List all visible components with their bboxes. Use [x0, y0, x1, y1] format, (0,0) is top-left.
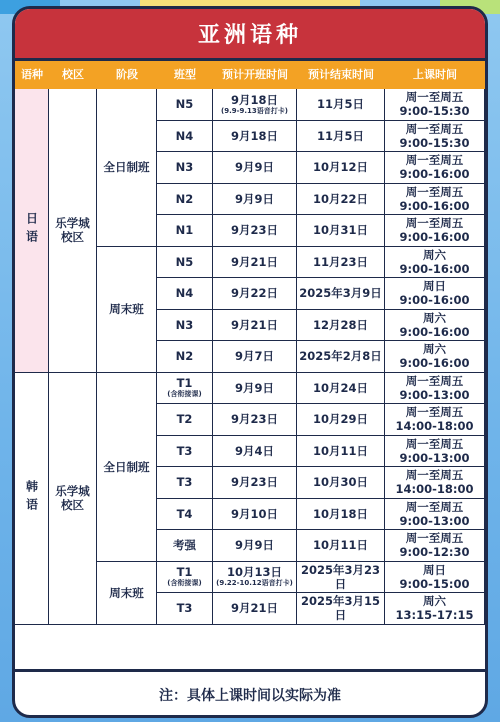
header-start-date: 预计开班时间: [222, 68, 288, 81]
ko-start-date-note: (9.22-10.12语音打卡): [216, 579, 293, 588]
ja-class-time-text: 9:00-15:30: [399, 104, 470, 119]
ja-class-time: [385, 152, 485, 184]
ja-start-date-text: 9月18日: [230, 92, 278, 107]
ko-language-cell: [15, 373, 49, 625]
ko-class-type-note: (含衔接课): [167, 390, 202, 399]
ja-stage-fulltime: [97, 89, 157, 247]
ko-start-date-text: 9月21日: [230, 601, 278, 616]
ko-class-time-text: 9:00-12:30: [399, 545, 470, 560]
ja-end-date-text: 10月12日: [312, 160, 368, 175]
ja-end-date: [297, 278, 385, 310]
ko-class-type-text: T4: [176, 506, 193, 521]
ja-end-date: [297, 341, 385, 373]
ko-class-type: [157, 436, 213, 468]
header-language: 语种: [21, 68, 43, 81]
ja-start-date: [213, 310, 297, 342]
ko-end-date-text: 10月29日: [312, 412, 368, 427]
page-title: 亚洲语种: [197, 23, 302, 48]
ko-class-type: [157, 373, 213, 405]
ko-class-time: [385, 499, 485, 531]
ja-class-type-text: N3: [175, 160, 194, 175]
ko-end-date-text: 2025年3月23日: [300, 562, 380, 591]
ko-end-date: [297, 404, 385, 436]
ja-start-date-text: 9月9日: [234, 160, 274, 175]
ja-end-date: [297, 247, 385, 279]
ja-class-time: [385, 121, 485, 153]
ko-start-date: [213, 593, 297, 625]
ko-class-type-text: T3: [176, 475, 193, 490]
ko-class-type-text: T2: [176, 412, 193, 427]
ko-class-type: [157, 530, 213, 562]
ko-start-date-text: 9月10日: [230, 506, 278, 521]
ko-class-time-text: 14:00-18:00: [395, 419, 474, 434]
ja-end-date-text: 11月5日: [316, 97, 364, 112]
ko-class-time-text: 周一至周五: [405, 499, 464, 514]
ko-start-date-text: 10月13日: [226, 565, 282, 580]
ko-class-time: [385, 562, 485, 594]
header-class-time: 上课时间: [413, 68, 457, 81]
ja-class-time-text: 9:00-16:00: [399, 167, 470, 182]
ja-end-date-text: 10月22日: [312, 191, 368, 206]
ja-class-time-text: 9:00-16:00: [399, 356, 470, 371]
ja-campus-cell: [49, 89, 97, 373]
ko-end-date: [297, 562, 385, 594]
ko-class-type: [157, 404, 213, 436]
ja-end-date-text: 2025年2月8日: [299, 349, 382, 364]
ja-class-type: [157, 341, 213, 373]
schedule-card: [12, 6, 488, 718]
ko-end-date: [297, 499, 385, 531]
ko-class-time-text: 13:15-17:15: [395, 608, 474, 623]
ko-class-time: [385, 530, 485, 562]
ja-start-date: [213, 152, 297, 184]
ko-start-date-text: 9月23日: [230, 475, 278, 490]
ja-class-type-text: N2: [175, 349, 194, 364]
ja-end-date: [297, 152, 385, 184]
ko-class-time-text: 14:00-18:00: [395, 482, 474, 497]
ko-start-date: [213, 562, 297, 594]
ja-class-time: [385, 341, 485, 373]
ja-class-type: [157, 310, 213, 342]
ja-class-time: [385, 215, 485, 247]
ja-stage-weekend: [97, 247, 157, 373]
ja-class-time: [385, 310, 485, 342]
ja-stage-weekend-text: 周末班: [109, 302, 144, 316]
ja-start-date-text: 9月7日: [234, 349, 274, 364]
ko-end-date-text: 10月11日: [312, 443, 368, 458]
ko-class-time: [385, 404, 485, 436]
ja-class-time-text: 9:00-16:00: [399, 324, 470, 339]
ko-language-cell-text: 韩语: [24, 480, 39, 516]
ja-start-date: [213, 184, 297, 216]
header-campus: 校区: [62, 68, 84, 81]
ja-stage-fulltime-text: 全日制班: [103, 160, 150, 175]
ko-stage-fulltime-text: 全日制班: [103, 459, 150, 474]
ko-start-date-text: 9月4日: [234, 443, 274, 458]
ja-start-date-text: 9月21日: [230, 254, 278, 269]
ko-class-time: [385, 593, 485, 625]
ko-start-date: [213, 530, 297, 562]
ko-class-time-text: 周一至周五: [405, 436, 464, 451]
ko-class-type: [157, 499, 213, 531]
ja-class-type: [157, 278, 213, 310]
ja-end-date: [297, 310, 385, 342]
ja-class-time-text: 周六: [423, 247, 446, 262]
ja-class-time-text: 周一至周五: [405, 121, 464, 136]
ko-stage-weekend-text: 周末班: [109, 585, 144, 600]
ko-class-time: [385, 467, 485, 499]
ja-start-date: [213, 278, 297, 310]
ja-start-date-text: 9月9日: [234, 191, 274, 206]
ja-start-date: [213, 89, 297, 121]
ja-start-date-text: 9月18日: [230, 128, 278, 143]
ko-end-date: [297, 530, 385, 562]
ja-class-time: [385, 89, 485, 121]
ko-class-time-text: 9:00-13:00: [399, 513, 470, 528]
ja-class-time-text: 9:00-16:00: [399, 230, 470, 245]
ja-class-type-text: N4: [175, 286, 194, 301]
ja-campus-cell-text: 校区: [61, 230, 84, 245]
ko-class-time-text: 周六: [423, 594, 446, 609]
ko-end-date: [297, 467, 385, 499]
ko-start-date: [213, 404, 297, 436]
ko-class-time-text: 周一至周五: [405, 531, 464, 546]
ko-class-type-note: (含衔接课): [167, 579, 202, 588]
ja-class-time-text: 周六: [423, 310, 446, 325]
ko-class-type: [157, 467, 213, 499]
ja-class-type-text: N5: [175, 254, 194, 269]
ko-end-date: [297, 373, 385, 405]
ko-class-time-text: 周一至周五: [405, 373, 464, 388]
ko-class-time-text: 9:00-15:00: [399, 576, 470, 591]
ko-end-date: [297, 436, 385, 468]
ja-end-date: [297, 184, 385, 216]
ja-start-date: [213, 247, 297, 279]
ja-language-cell: [15, 89, 49, 373]
ko-stage-weekend: [97, 562, 157, 625]
ko-start-date: [213, 467, 297, 499]
ja-class-time-text: 周一至周五: [405, 184, 464, 199]
ja-end-date-text: 10月31日: [312, 223, 368, 238]
ja-class-type: [157, 152, 213, 184]
ja-class-type-text: N3: [175, 317, 194, 332]
ko-start-date: [213, 499, 297, 531]
header-stage: 阶段: [116, 68, 138, 81]
ko-start-date: [213, 436, 297, 468]
header-class-type: 班型: [174, 68, 196, 81]
ja-class-time-text: 周日: [423, 279, 446, 294]
ja-class-time: [385, 247, 485, 279]
ja-start-date: [213, 341, 297, 373]
ko-class-time-text: 周一至周五: [405, 468, 464, 483]
ja-end-date: [297, 215, 385, 247]
ja-class-time: [385, 278, 485, 310]
ja-campus-cell-text: 乐学城: [55, 216, 90, 231]
ja-end-date: [297, 121, 385, 153]
footer-note: 注：具体上课时间以实际为准: [15, 669, 485, 718]
ko-end-date-text: 10月18日: [312, 506, 368, 521]
ja-end-date-text: 11月23日: [312, 254, 368, 269]
ja-start-date-note: (9.9-9.13语音打卡): [221, 106, 288, 115]
ja-start-date: [213, 215, 297, 247]
ja-start-date-text: 9月21日: [230, 317, 278, 332]
ja-class-time-text: 周一至周五: [405, 216, 464, 231]
ko-end-date-text: 10月30日: [312, 475, 368, 490]
ko-class-type: [157, 593, 213, 625]
ja-language-cell-text: 日语: [24, 212, 39, 249]
ko-class-time-text: 周一至周五: [405, 405, 464, 420]
ja-end-date-text: 12月28日: [312, 317, 368, 332]
schedule-table: [15, 89, 485, 669]
ko-class-time-text: 9:00-13:00: [399, 450, 470, 465]
ko-start-date-text: 9月9日: [234, 538, 274, 553]
ko-campus-cell: [49, 373, 97, 625]
ko-start-date-text: 9月9日: [234, 380, 274, 395]
ja-class-type: [157, 184, 213, 216]
ko-class-time: [385, 436, 485, 468]
ja-start-date-text: 9月22日: [230, 286, 278, 301]
ja-class-type: [157, 215, 213, 247]
ja-end-date-text: 2025年3月9日: [299, 286, 382, 301]
ja-end-date-text: 11月5日: [316, 128, 364, 143]
table-header: [15, 61, 485, 89]
ja-class-type-text: N2: [175, 191, 194, 206]
ko-class-time: [385, 373, 485, 405]
ja-class-type-text: N4: [175, 128, 194, 143]
ko-stage-fulltime: [97, 373, 157, 562]
ja-class-time-text: 9:00-15:30: [399, 135, 470, 150]
ko-class-type-text: T1: [176, 376, 193, 391]
ja-end-date: [297, 89, 385, 121]
ja-start-date: [213, 121, 297, 153]
ja-class-time-text: 9:00-16:00: [399, 293, 470, 308]
ko-class-type-text: 考强: [173, 538, 196, 553]
ko-end-date-text: 10月24日: [312, 380, 368, 395]
ko-end-date: [297, 593, 385, 625]
ja-class-time-text: 周六: [423, 342, 446, 357]
ja-class-time-text: 周一至周五: [405, 153, 464, 168]
ko-start-date-text: 9月23日: [230, 412, 278, 427]
ko-campus-cell-text: 校区: [61, 498, 84, 512]
ko-campus-cell-text: 乐学城: [55, 484, 90, 498]
ja-class-time: [385, 184, 485, 216]
ja-class-type-text: N1: [175, 223, 194, 238]
ko-class-type: [157, 562, 213, 594]
ja-class-type: [157, 121, 213, 153]
ja-class-type-text: N5: [175, 97, 194, 112]
ja-class-time-text: 9:00-16:00: [399, 198, 470, 213]
ko-start-date: [213, 373, 297, 405]
ko-class-time-text: 9:00-13:00: [399, 387, 470, 402]
ja-class-time-text: 周一至周五: [405, 90, 464, 105]
ja-class-time-text: 9:00-16:00: [399, 261, 470, 276]
ja-start-date-text: 9月23日: [230, 223, 278, 238]
title-bar: [15, 9, 485, 61]
ko-class-type-text: T3: [176, 443, 193, 458]
ja-class-type: [157, 89, 213, 121]
ja-class-type: [157, 247, 213, 279]
ko-end-date-text: 2025年3月15日: [300, 594, 380, 623]
ko-class-type-text: T3: [176, 601, 193, 616]
ko-end-date-text: 10月11日: [312, 538, 368, 553]
header-end-date: 预计结束时间: [308, 68, 374, 81]
ko-class-time-text: 周日: [423, 562, 446, 577]
ko-class-type-text: T1: [176, 565, 193, 580]
